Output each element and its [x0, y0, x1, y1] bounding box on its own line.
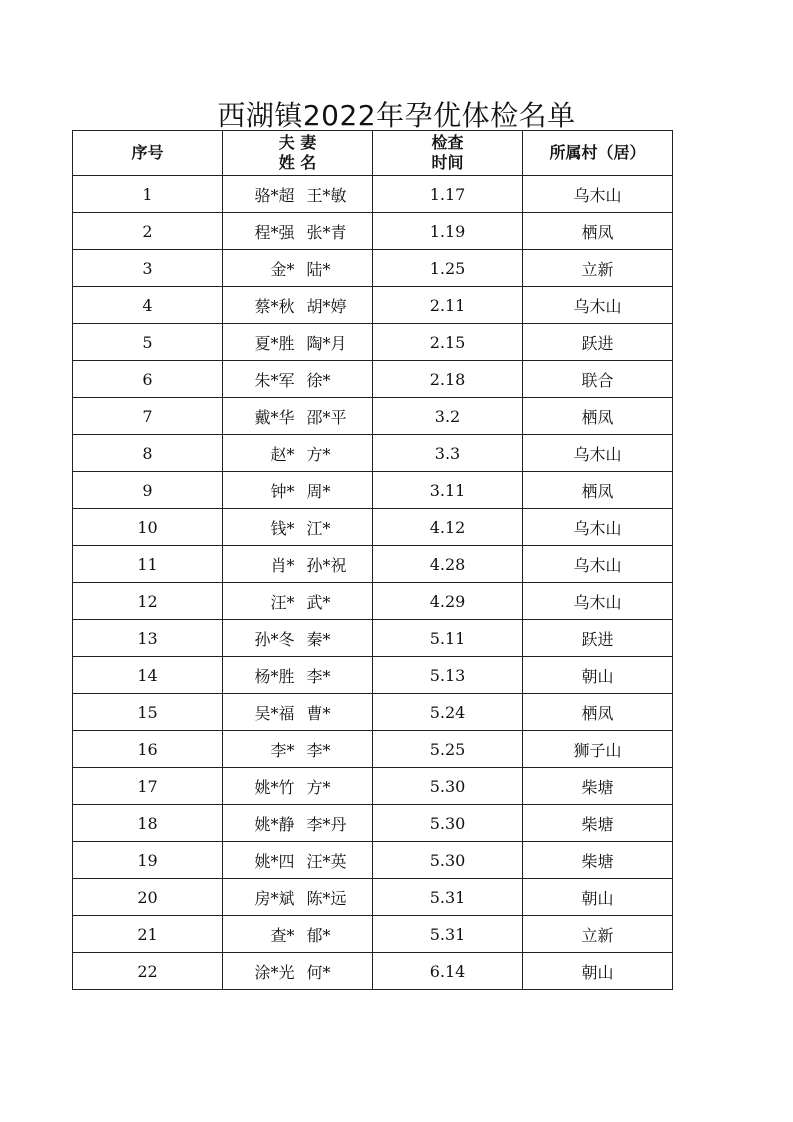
- husband-name: 姚*四: [254, 851, 295, 871]
- couple-names: [233, 886, 363, 909]
- names-cell: [223, 472, 373, 509]
- names-cell: [223, 805, 373, 842]
- husband-name: 肖*: [270, 555, 295, 575]
- village-cell: 狮子山: [523, 731, 673, 768]
- wife-name: 方*: [306, 444, 331, 464]
- couple-names: [233, 479, 363, 502]
- couple-names: [233, 664, 363, 687]
- husband-name: 姚*竹: [254, 777, 295, 797]
- table-row: [73, 694, 673, 731]
- village-cell: 立新: [523, 916, 673, 953]
- seq-cell: 20: [73, 879, 223, 916]
- names-cell: [223, 250, 373, 287]
- table-row: [73, 176, 673, 213]
- names-cell: [223, 213, 373, 250]
- wife-name: 曹*: [306, 703, 331, 723]
- table-row: [73, 953, 673, 990]
- village-cell: 朝山: [523, 657, 673, 694]
- couple-names: [233, 960, 363, 983]
- date-cell: 1.25: [373, 250, 523, 287]
- date-cell: 5.30: [373, 805, 523, 842]
- names-cell: [223, 509, 373, 546]
- seq-cell: 13: [73, 620, 223, 657]
- table-row: [73, 657, 673, 694]
- village-cell: 栖凤: [523, 213, 673, 250]
- date-cell: 2.15: [373, 324, 523, 361]
- seq-cell: 19: [73, 842, 223, 879]
- husband-name: 杨*胜: [254, 666, 295, 686]
- table-row: [73, 213, 673, 250]
- table-row: [73, 916, 673, 953]
- seq-cell: 5: [73, 324, 223, 361]
- names-cell: [223, 176, 373, 213]
- wife-name: 徐*: [306, 370, 331, 390]
- couple-names: [233, 849, 363, 872]
- names-cell: [223, 916, 373, 953]
- seq-cell: 12: [73, 583, 223, 620]
- husband-name: 朱*军: [254, 370, 295, 390]
- village-cell: 栖凤: [523, 694, 673, 731]
- date-cell: 2.11: [373, 287, 523, 324]
- wife-name: 何*: [306, 962, 331, 982]
- table-row: [73, 287, 673, 324]
- couple-names: [233, 775, 363, 798]
- couple-names: [233, 738, 363, 761]
- wife-name: 张*青: [306, 222, 347, 242]
- seq-cell: 17: [73, 768, 223, 805]
- header-date: [373, 131, 523, 176]
- seq-cell: 21: [73, 916, 223, 953]
- names-cell: [223, 879, 373, 916]
- table-row: [73, 361, 673, 398]
- wife-name: 江*: [306, 518, 331, 538]
- husband-name: 赵*: [270, 444, 295, 464]
- wife-name: 汪*英: [306, 851, 347, 871]
- table-row: [73, 324, 673, 361]
- village-cell: 栖凤: [523, 472, 673, 509]
- date-cell: 1.17: [373, 176, 523, 213]
- names-cell: [223, 583, 373, 620]
- village-cell: 乌木山: [523, 583, 673, 620]
- seq-cell: 1: [73, 176, 223, 213]
- couple-names: [233, 923, 363, 946]
- header-names-line1: 夫 妻: [278, 133, 317, 152]
- couple-names: [233, 442, 363, 465]
- table-row: [73, 509, 673, 546]
- wife-name: 陆*: [306, 259, 331, 279]
- husband-name: 戴*华: [254, 407, 295, 427]
- names-cell: [223, 324, 373, 361]
- village-cell: 乌木山: [523, 546, 673, 583]
- village-cell: 跃进: [523, 324, 673, 361]
- wife-name: 邵*平: [306, 407, 347, 427]
- names-cell: [223, 287, 373, 324]
- date-cell: 4.12: [373, 509, 523, 546]
- wife-name: 陶*月: [306, 333, 347, 353]
- table-row: [73, 398, 673, 435]
- header-names-line2: 姓 名: [278, 153, 317, 172]
- document-title: 西湖镇2022年孕优体检名单: [217, 99, 576, 132]
- date-cell: 4.29: [373, 583, 523, 620]
- table-row: [73, 250, 673, 287]
- seq-cell: 10: [73, 509, 223, 546]
- date-cell: 5.31: [373, 879, 523, 916]
- village-cell: 联合: [523, 361, 673, 398]
- couple-names: [233, 553, 363, 576]
- village-cell: 朝山: [523, 879, 673, 916]
- names-cell: [223, 842, 373, 879]
- village-cell: 柴塘: [523, 805, 673, 842]
- names-cell: [223, 361, 373, 398]
- wife-name: 王*敏: [306, 185, 347, 205]
- husband-name: 钟*: [270, 481, 295, 501]
- table-row: [73, 805, 673, 842]
- wife-name: 武*: [306, 592, 331, 612]
- husband-name: 骆*超: [254, 185, 295, 205]
- couple-names: [233, 701, 363, 724]
- husband-name: 房*斌: [254, 888, 295, 908]
- table-row: [73, 472, 673, 509]
- wife-name: 郁*: [306, 925, 331, 945]
- table-row: [73, 620, 673, 657]
- names-cell: [223, 731, 373, 768]
- date-cell: 3.2: [373, 398, 523, 435]
- husband-name: 金*: [270, 259, 295, 279]
- seq-cell: 6: [73, 361, 223, 398]
- date-cell: 3.3: [373, 435, 523, 472]
- wife-name: 胡*婷: [306, 296, 347, 316]
- seq-cell: 16: [73, 731, 223, 768]
- seq-cell: 14: [73, 657, 223, 694]
- couple-names: [233, 257, 363, 280]
- date-cell: 5.25: [373, 731, 523, 768]
- date-cell: 5.30: [373, 768, 523, 805]
- village-cell: 跃进: [523, 620, 673, 657]
- table-row: [73, 768, 673, 805]
- village-cell: 立新: [523, 250, 673, 287]
- wife-name: 李*: [306, 666, 331, 686]
- couple-names: [233, 812, 363, 835]
- names-cell: [223, 546, 373, 583]
- couple-names: [233, 331, 363, 354]
- table-row: [73, 879, 673, 916]
- husband-name: 孙*冬: [254, 629, 295, 649]
- wife-name: 李*: [306, 740, 331, 760]
- seq-cell: 7: [73, 398, 223, 435]
- seq-cell: 22: [73, 953, 223, 990]
- names-cell: [223, 953, 373, 990]
- couple-names: [233, 405, 363, 428]
- wife-name: 李*丹: [306, 814, 347, 834]
- husband-name: 钱*: [270, 518, 295, 538]
- names-cell: [223, 768, 373, 805]
- date-cell: 5.31: [373, 916, 523, 953]
- table-row: [73, 583, 673, 620]
- names-cell: [223, 694, 373, 731]
- table-row: [73, 842, 673, 879]
- couple-names: [233, 590, 363, 613]
- village-cell: 栖凤: [523, 398, 673, 435]
- date-cell: 4.28: [373, 546, 523, 583]
- couple-names: [233, 516, 363, 539]
- seq-cell: 3: [73, 250, 223, 287]
- wife-name: 孙*祝: [306, 555, 347, 575]
- village-cell: 朝山: [523, 953, 673, 990]
- village-cell: 乌木山: [523, 435, 673, 472]
- wife-name: 方*: [306, 777, 331, 797]
- seq-cell: 9: [73, 472, 223, 509]
- husband-name: 查*: [270, 925, 295, 945]
- seq-cell: 2: [73, 213, 223, 250]
- couple-names: [233, 627, 363, 650]
- table-row: [73, 731, 673, 768]
- seq-cell: 4: [73, 287, 223, 324]
- couple-names: [233, 220, 363, 243]
- header-date-line2: 时间: [431, 153, 464, 172]
- village-cell: 乌木山: [523, 176, 673, 213]
- village-cell: 柴塘: [523, 842, 673, 879]
- husband-name: 蔡*秋: [254, 296, 295, 316]
- date-cell: 2.18: [373, 361, 523, 398]
- table-row: [73, 546, 673, 583]
- wife-name: 周*: [306, 481, 331, 501]
- seq-cell: 11: [73, 546, 223, 583]
- couple-names: [233, 183, 363, 206]
- table-row: [73, 435, 673, 472]
- seq-cell: 18: [73, 805, 223, 842]
- wife-name: 陈*远: [306, 888, 347, 908]
- village-cell: 乌木山: [523, 509, 673, 546]
- date-cell: 5.11: [373, 620, 523, 657]
- husband-name: 姚*静: [254, 814, 295, 834]
- husband-name: 程*强: [254, 222, 295, 242]
- date-cell: 5.13: [373, 657, 523, 694]
- header-village: 所属村（居）: [523, 131, 673, 176]
- husband-name: 吴*福: [254, 703, 295, 723]
- header-date-line1: 检查: [431, 133, 464, 152]
- checkup-list-table: [72, 130, 673, 990]
- names-cell: [223, 657, 373, 694]
- date-cell: 6.14: [373, 953, 523, 990]
- date-cell: 5.30: [373, 842, 523, 879]
- date-cell: 3.11: [373, 472, 523, 509]
- date-cell: 1.19: [373, 213, 523, 250]
- date-cell: 5.24: [373, 694, 523, 731]
- names-cell: [223, 620, 373, 657]
- couple-names: [233, 368, 363, 391]
- table-header-row: [73, 131, 673, 176]
- seq-cell: 15: [73, 694, 223, 731]
- husband-name: 夏*胜: [254, 333, 295, 353]
- names-cell: [223, 398, 373, 435]
- village-cell: 柴塘: [523, 768, 673, 805]
- table-body: [73, 176, 673, 990]
- seq-cell: 8: [73, 435, 223, 472]
- husband-name: 涂*光: [254, 962, 295, 982]
- husband-name: 汪*: [270, 592, 295, 612]
- village-cell: 乌木山: [523, 287, 673, 324]
- couple-names: [233, 294, 363, 317]
- wife-name: 秦*: [306, 629, 331, 649]
- header-seq: 序号: [73, 131, 223, 176]
- header-names: [223, 131, 373, 176]
- names-cell: [223, 435, 373, 472]
- husband-name: 李*: [270, 740, 295, 760]
